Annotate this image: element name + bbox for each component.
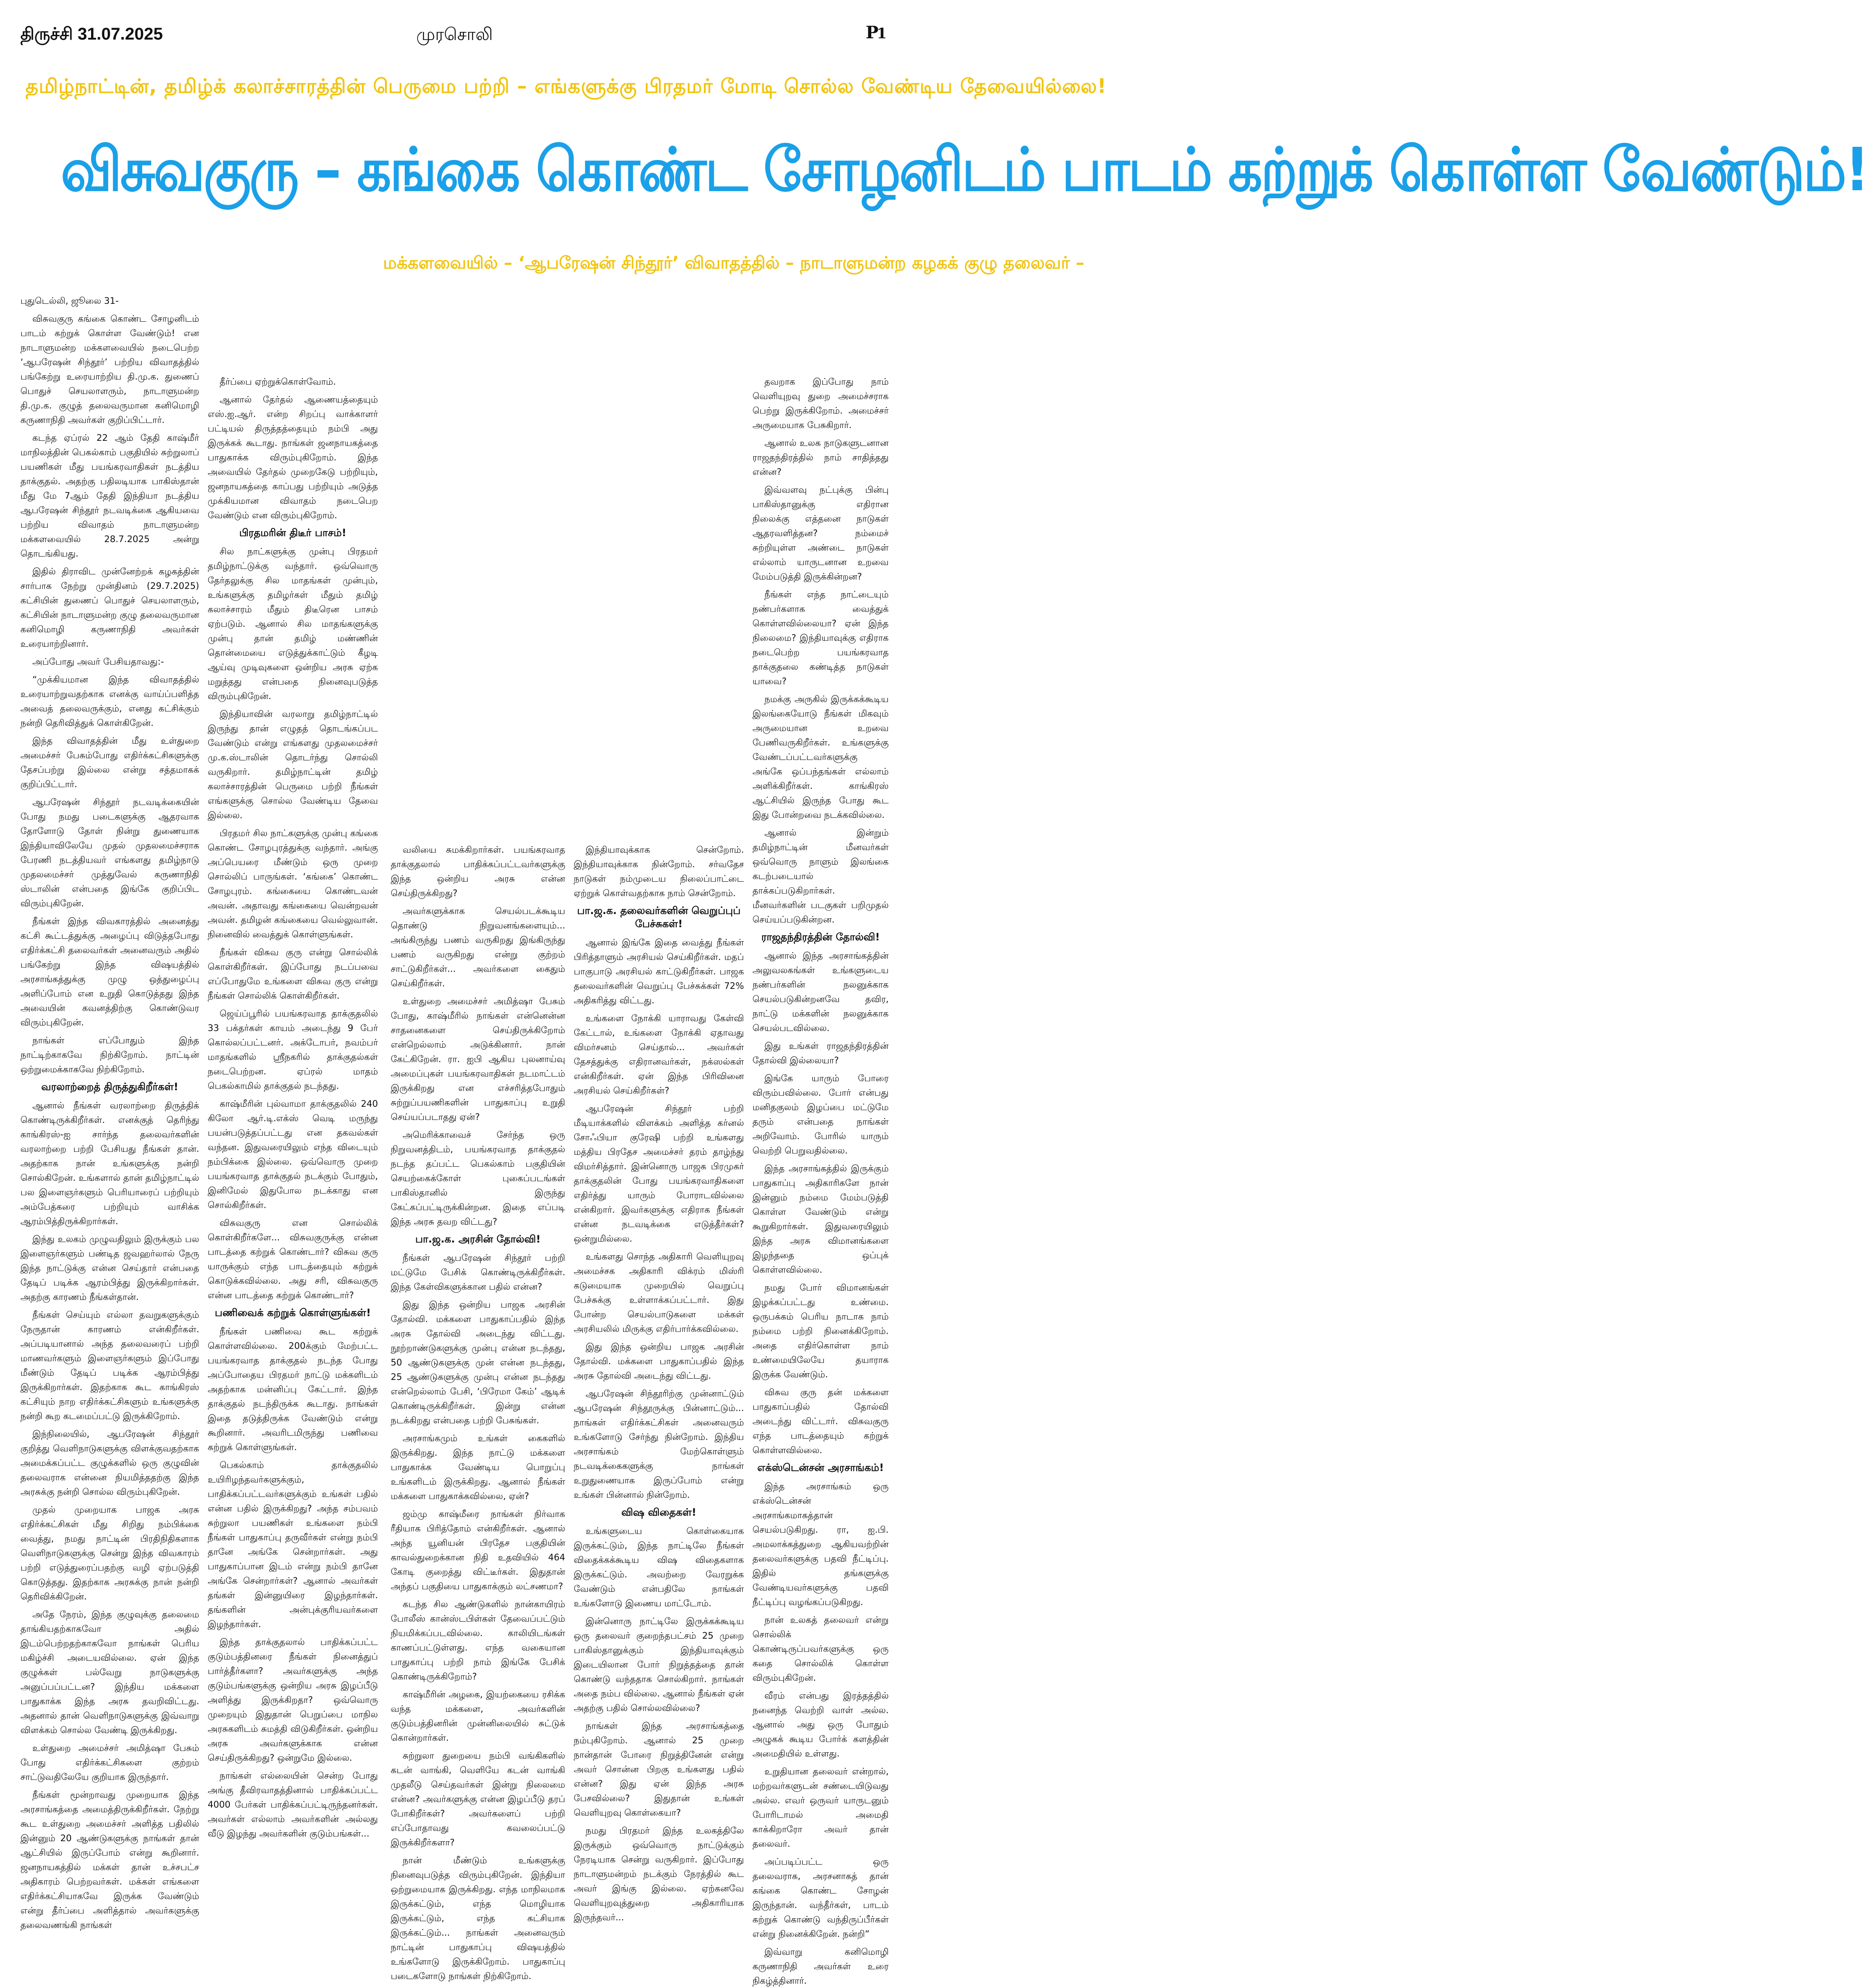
paragraph: பிரதமர் சில நாட்களுக்கு முன்பு கங்கை கொண்ட சோழபுரத்துக்கு வந்தார். அங்கு அப்பெயரை மீண்டும் ஒரு முறை சொல்லிப் பாருங்கள். ‘கங்கை’ கொண்ட சோழபுரம். கங்கையை கொண்டவன் அவன். அதாவது கங்கையை வென்றவன் அவன். தமிழன் கங்கையை வெல்லுவான். நினைவில் வைத்துக் கொள்ளுங்கள்.: [208, 828, 378, 940]
article-column-5: [752, 374, 889, 1986]
col4-paragraphs-3: [574, 1524, 744, 1925]
paragraph: விசுவகுரு கங்கை கொண்ட சோழனிடம் பாடம் கற்றுக் கொள்ள வேண்டும்! என நாடாளுமன்ற மக்களவையில் நடைபெற்ற ‘ஆபரேஷன் சிந்தூர்’ பற்றிய விவாதத்தில் பங்கேற்று உரையாற்றிய தி.மு.க. துணைப் பொதுச் செயலாளரும், நாடாளுமன்ற தி.மு.க. குழுத் தலைவருமான கனிமொழி கருணாநிதி அவர்கள் குறிப்பிட்டார்.: [20, 314, 199, 425]
paragraph: இந்நிலையில், ஆபரேஷன் சிந்தூர் குறித்து வெளிநாடுகளுக்கு விளக்குவதற்காக அமைக்கப்பட்ட குழுக்களில் ஒரு குழுவின் தலைவராக என்னை நியமித்ததற்கு இந்த அரசுக்கு நன்றி சொல்ல விரும்புகிறேன்.: [20, 1429, 199, 1497]
paragraph: இந்தியாவின் வரலாறு தமிழ்நாட்டில் இருந்து தான் எழுதத் தொடங்கப்பட வேண்டும் என்று எங்களது முதலமைச்சர் மு.க.ஸ்டாலின் தொடர்ந்து சொல்லி வருகிறார். தமிழ்நாட்டின் தமிழ் கலாச்சாரத்தின் பெருமை பற்றி நீங்கள் எங்களுக்கு சொல்ல வேண்டிய தேவை இல்லை.: [208, 709, 378, 820]
paragraph: நமது போர் விமானங்கள் இழக்கப்பட்டது உண்மை. ஒருபக்கம் பெரிய நாடாக நாம் நம்மை பற்றி நினைக்கிறோம். அதை எதிர்கொள்ள நாம் உண்மையிலேயே தயாராக இருக்க வேண்டும்.: [752, 1282, 889, 1380]
paragraph: அமெரிக்காவைச் சேர்ந்த ஒரு நிறுவனத்திடம், பயங்கரவாத தாக்குதல் நடந்த தப்பட்ட பெகல்காம் பகுதியின் செயற்கைக்கோள் புகைப்படங்கள் பாகிஸ்தானில் இருந்து கேட்கப்பட்டிருக்கின்றன. இதை எப்படி இந்த அரசு தவற விட்டது?: [391, 1130, 565, 1227]
paragraph: நமக்கு அருகில் இருக்கக்கூடிய இலங்கையோடு நீங்கள் மிகவும் அருமையான உறவை பேணிவருகிறீர்கள். உங்களுக்கு வேண்டப்பட்டவர்களுக்கு அங்கே ஒப்பந்தங்கள் எல்லாம் அளிக்கிறீர்கள். காங்கிரஸ் ஆட்சியில் இருந்த போது கூட இது போன்றவை நடக்கவில்லை.: [752, 694, 889, 820]
paragraph: இங்கே யாரும் போரை விரும்பவில்லை. போர் என்பது மனிதகுலம் இழப்பை மட்டுமே தரும் என்பதை நாங்கள் அறிவோம். போரில் யாரும் வெற்றி பெறுவதில்லை.: [752, 1073, 889, 1156]
col1-paragraphs: [20, 311, 199, 1077]
paragraph: அரசாங்கமும் உங்கள் கைகளில் இருக்கிறது. இந்த நாட்டு மக்களை பாதுகாக்க வேண்டிய பொறுப்பு உங்களிடம் இருக்கிறது. ஆனால் நீங்கள் மக்களை பாதுகாக்கவில்லை, ஏன்?: [391, 1433, 565, 1501]
paragraph: நீங்கள் பணிவை கூட கற்றுக் கொள்ளவில்லை. 200க்கும் மேற்பட்ட பயங்கரவாத தாக்குதல் நடந்த போது அப்போதைய பிரதமர் நாட்டு மக்களிடம் அதற்காக மன்னிப்பு கேட்டார். இந்த தாக்குதல் நடந்திருக்க கூடாது. நாங்கள் இதை தடுத்திருக்க வேண்டும் என்று கூறினார். அவரிடமிருந்து பணிவை கற்றுக் கொள்ளுங்கள்.: [208, 1326, 378, 1452]
col5-paragraphs-2: [752, 948, 889, 1457]
paragraph: ஆனால் இந்த அரசாங்கத்தின் அலுவலகங்கள் உங்களுடைய நண்பர்களின் நலனுக்காக செயல்படுகின்றனவே தவிர, நாட்டு மக்களின் நலனுக்காக செயல்படவில்லை.: [752, 951, 889, 1033]
kicker-line: தமிழ்நாட்டின், தமிழ்க் கலாச்சாரத்தின் பெருமை பற்றி – எங்களுக்கு பிரதமர் மோடி சொல்ல வேண்டிய தேவையில்லை!: [26, 74, 1107, 97]
paragraph: கடந்த ஏப்ரல் 22 ஆம் தேதி காஷ்மீர் மாநிலத்தின் பெகல்காம் பகுதியில் சுற்றுலாப் பயணிகள் மீது பயங்கரவாதிகள் நடத்திய தாக்குதல். அதற்கு பதிலடியாக பாகிஸ்தான் மீது மே 7ஆம் தேதி இந்தியா நடத்திய ஆபரேஷன் சிந்தூர் நடவடிக்கை ஆகியவை பற்றிய விவாதம் நாடாளுமன்ற மக்களவையில் 28.7.2025 அன்று தொடங்கியது.: [20, 433, 199, 559]
paragraph: நீங்கள் ஆபரேஷன் சிந்தூர் பற்றி மட்டுமே பேசிக் கொண்டிருக்கிறீர்கள். இந்த கேள்விகளுக்கான பதில் என்ன?: [391, 1253, 565, 1292]
paragraph: உங்களது சொந்த அதிகாரி வெளியுறவு அமைச்சக அதிகாரி விக்ரம் மிஸ்ரி கடுமையாக முறையில் வெறுப்பு பேச்சுக்கு உள்ளாக்கப்பட்டார். இது போன்ற செயல்பாடுகளை மக்கள் அரசியலில் மிருக்கு எதிர்பார்க்கவில்லை.: [574, 1251, 744, 1334]
paragraph: நான் உலகத் தலைவர் என்று சொல்லிக் கொண்டிருப்பவர்களுக்கு ஒரு கதை சொல்லிக் கொள்ள விரும்புகிறேன்.: [752, 1615, 889, 1683]
paragraph: விசுவகுரு என சொல்லிக் கொள்கிறீர்களே... விசுவகுருக்கு என்ன பாடத்தை கற்றுக் கொண்டார்? விசுவ குரு யாருக்கும் எந்த பாடத்தையும் கற்றுக் கொடுக்கவில்லை. அது சரி, விசுவகுரு என்ன பாடத்தை கற்றுக் கொண்டார்?: [208, 1218, 378, 1300]
paragraph: நாங்கள் எப்போதும் இந்த நாட்டிற்காகவே நிற்கிறோம். நாட்டின் ஒற்றுமைக்காகவே நிற்கிறோம்.: [20, 1035, 199, 1074]
paragraph: விசுவ குரு தன் மக்களை பாதுகாப்பதில் தோல்வி அடைந்து விட்டார். விசுவகுரு எந்த பாடத்தையும் கற்றுக் கொள்ளவில்லை.: [752, 1387, 889, 1455]
paragraph: உள்துறை அமைச்சர் அமித்ஷா பேசும் போது எதிர்க்கட்சிகளை குற்றம் சாட்டுவதிலேயே குறியாக இருந்தார்.: [20, 1743, 199, 1782]
paragraph: சுற்றுலா துறையை நம்பி வங்கிகளில் கடன் வாங்கி, வெளியே கடன் வாங்கி முதலீடு செய்தவர்கள் இன்று நிலைமை என்ன? அவர்களுக்கு என்ன இழப்பீடு தரப் போகிறீர்கள்? அவர்களைப் பற்றி எப்போதாவது கவலைப்பட்டு இருக்கிறீர்களா?: [391, 1751, 565, 1848]
subheading-poison-seeds: விஷ விதைகள்!: [621, 1506, 697, 1518]
paragraph: இதில் திராவிட முன்னேற்றக் கழகத்தின் சார்பாக நேற்று முன்தினம் (29.7.2025) கட்சியின் துணைப் பொதுச் செயலாளரும், கட்சியின் நாடாளுமன்ற குழு தலைவருமான கனிமொழி கருணாநிதி அவர்கள் உரையாற்றினார்.: [20, 566, 199, 649]
article-column-4: [574, 843, 744, 1922]
paragraph: நீங்கள் மூன்றாவது முறையாக இந்த அரசாங்கத்தை அமைத்திருக்கிறீர்கள். நேற்று கூட உள்துறை அமைச்சர் அளித்த பதிலில் இன்னும் 20 ஆண்டுகளுக்கு நாங்கள் தான் ஆட்சியில் இருப்போம் என்று கூறினார். ஜனநாயகத்தில் மக்கள் தான் உச்சபட்ச அதிகாரம் பெற்றவர்கள். மக்கள் எங்களை எதிர்க்கட்சியாகவே இருக்க வேண்டும் என்று தீர்ப்பை அளித்தால் அவர்களுக்கு தலைவணங்கி நாங்கள்: [20, 1790, 199, 1930]
subheading-history: வரலாற்றைத் திருத்துகிறீர்கள்!: [41, 1081, 178, 1093]
paragraph: நீங்கள் விசுவ குரு என்று சொல்லிக் கொள்கிறீர்கள். இப்போது நடப்பவை எப்போதுமே உங்களை விசுவ குரு என்று நீங்கள் சொல்லிக் கொள்கிறீர்கள்.: [208, 947, 378, 1001]
paragraph: தீர்ப்பை ஏற்றுக்கொள்வோம்.: [220, 377, 336, 387]
paragraph: நான் மீண்டும் உங்களுக்கு நினைவுபடுத்த விரும்புகிறேன். இந்தியா ஒற்றுமையாக இருக்கிறது. எந்த மாநிலமாக இருக்கட்டும், எந்த மொழியாக இருக்கட்டும், எந்த கட்சியாக இருக்கட்டும்... நாங்கள் அனைவரும் நாட்டின் பாதுகாப்பு விஷயத்தில் உங்களோடு இருக்கிறோம். பாதுகாப்பு படைகளோடு நாங்கள் நிற்கிறோம்.: [391, 1855, 565, 1981]
paragraph: ஆனால் நீங்கள் வரலாற்றை திருத்திக் கொண்டிருக்கிறீர்கள். எனக்குத் தெரிந்து காங்கிரஸ்-ஐ சார்ந்த தலைவர்களின் வரலாற்றை பற்றி பேசியது நீங்கள் தான். அதற்காக நான் உங்களுக்கு நன்றி சொல்கிறேன். உங்களால் தான் தமிழ்நாட்டில் பல இளைஞர்களும் பெரியாரைப் பற்றியும் அம்பேத்கரை பற்றியும் வாசிக்க ஆரம்பித்திருக்கிறார்கள்.: [20, 1100, 199, 1226]
paragraph: ஆபரேஷன் சிந்தூரிற்கு முன்னாட்டும் ஆபரேஷன் சிந்தூருக்கு பின்னாட்டும்... நாங்கள் எதிர்க்கட்சிகள் அனைவரும் உங்களோடு சேர்ந்து நின்றோம். இந்திய அரசாங்கம் மேற்கொள்ளும் நடவடிக்கைகளுக்கு நாங்கள் உறுதுணையாக இருப்போம் என்று உங்கள் பின்னால் நின்றோம்.: [574, 1388, 744, 1500]
col3-paragraphs-2: [391, 1251, 565, 1983]
subheading-bjp-failure: பா.ஜ.க. அரசின் தோல்வி!: [415, 1233, 541, 1245]
paragraph: ஆனால் இங்கே இதை வைத்து நீங்கள் பிரித்தாளும் அரசியல் செய்கிறீர்கள். மதப் பாகுபாடு அரசியல் காட்டுகிறீர்கள். பாஜக தலைவர்களின் வெறுப்பு பேச்சுக்கள் 72% அதிகரித்து விட்டது.: [574, 937, 744, 1005]
paragraph: ஆபரேஷன் சிந்தூர் நடவடிக்கையின் போது நமது படைகளுக்கு ஆதரவாக தோளோடு தோள் நின்று துணையாக இந்தியாவிலேயே முதல் முதலமைச்சராக பேரணி நடத்தியவர் எங்களது தமிழ்நாடு முதலமைச்சர் முத்துவேல் கருணாநிதி ஸ்டாலின் என்பதை இங்கே குறிப்பிட விரும்புகிறேன்.: [20, 797, 199, 908]
paragraph: இந்த தாக்குதலால் பாதிக்கப்பட்ட குடும்பத்தினரை நீங்கள் நினைத்துப் பார்த்தீர்களா? அவர்களுக்கு அந்த குடும்பங்களுக்கு ஒன்றிய அரசு இழப்பீடு அளித்து இருக்கிறதா? ஒவ்வொரு முறையும் இதுதான் பெறுப்பை மாநில அரசுகளிடம் சுமத்தி விடுகிறீர்கள். ஒன்றிய அரசு அவர்களுக்காக என்ன செய்திருக்கிறது? ஒன்றுமே இல்லை.: [208, 1637, 378, 1763]
paragraph: கடந்த சில ஆண்டுகளில் நான்காயிரம் போலீஸ் கான்ஸ்டபிள்கள் தேவைப்பட்டும் நியமிக்கப்படவில்லை. காலியிடங்கள் காணப்பட்டுள்ளது. எந்த வகையான பாதுகாப்பு பற்றி நாம் இங்கே பேசிக் கொண்டிருக்கிறோம்?: [391, 1599, 565, 1682]
article-column-1: [20, 294, 199, 1930]
paragraph: இது இந்த ஒன்றிய பாஜக அரசின் தோல்வி. மக்களை பாதுகாப்பதில் இந்த அரசு தோல்வி அடைந்து விட்டது.: [574, 1342, 744, 1381]
subheading-diplomacy-failure: ராஜதந்திரத்தின் தோல்வி!: [761, 931, 880, 943]
main-headline: விசுவகுரு – கங்கை கொண்ட சோழனிடம் பாடம் கற்றுக் கொள்ள வேண்டும்!: [60, 135, 1868, 205]
page-number-logo: [864, 21, 889, 43]
paragraph: இது உங்கள் ராஜதந்திரத்தின் தோல்வி இல்லையா?: [752, 1041, 889, 1065]
dateline: புதுடெல்லி, ஜூலை 31-: [20, 296, 119, 306]
paragraph: “முக்கியமான இந்த விவாதத்தில் உரையாற்றுவதற்காக எனக்கு வாய்ப்பளித்த அவைத் தலைவருக்கும், எனது கட்சிக்கும் நன்றி தெரிவித்துக் கொள்கிறேன்.: [20, 674, 199, 728]
paragraph: ஜம்மு காஷ்மீரை நாங்கள் நிர்வாக ரீதியாக பிரித்தோம் என்கிறீர்கள். ஆனால் அந்த யூனியன் பிரதேச பகுதியின் காவல்துறைக்கான நிதி உதவியில் 464 கோடி குறைத்து விட்டீர்கள். இதுதான் அந்தப் பகுதியை பாதுகாக்கும் லட்சணமா?: [391, 1509, 565, 1591]
paragraph: நீங்கள் எந்த நாட்டையும் நண்பர்களாக வைத்துக் கொள்ளவில்லையா? ஏன் இந்த நிலைமை? இந்தியாவுக்கு எதிராக நடைபெற்ற பயங்கரவாத தாக்குதலை கண்டித்த நாடுகள் யாவை?: [752, 589, 889, 686]
paragraph: தவறாக இப்போது நாம் வெளியுறவு துறை அமைச்சராக பெற்று இருக்கிறோம். அமைச்சர் அருமையாக பேசுகிறார்.: [752, 377, 889, 430]
col5-paragraphs: [752, 374, 889, 927]
col2-paragraphs-3: [208, 1324, 378, 1841]
svg-text:1: 1: [877, 25, 887, 42]
paragraph: நீங்கள் செய்யும் எல்லா தவறுகளுக்கும் நேருதான் காரணம் என்கிறீர்கள். அப்படியானால் அந்த தலைவரைப் பற்றி மாணவர்களும் இளைஞர்களும் இப்போது மீண்டும் தேடிப் படிக்க ஆரம்பித்து இருக்கிறார்கள். இதற்காக கூட காங்கிரஸ் கட்சியும் நாற எதிர்க்கட்சிகளும் உங்களுக்கு நன்றி கூற கடமைப்பட்டு இருக்கிறோம்.: [20, 1310, 199, 1421]
paragraph: பெகல்காம் தாக்குதலில் உயிரிழந்தவர்களுக்கும், பாதிக்கப்பட்டவர்களுக்கும் உங்கள் பதில் என்ன பதில் இருக்கிறது? அந்த சம்பவம் சுற்றுலா பயணிகள் உங்களை நம்பி நீங்கள் பாதுகாப்பு தருவீர்கள் என்று நம்பி தானே அங்கே சென்றார்கள். அது பாதுகாப்பான இடம் என்று நம்பி தானே அங்கே சென்றார்கள்? ஆனால் அவர்கள் தங்கள் இன்னுயிரை இழந்தார்கள். தங்களின் அன்புக்குரியவர்களை இழந்தார்கள்.: [208, 1460, 378, 1629]
subheading-hate-speech: பா.ஜ.க. தலைவர்களின் வெறுப்புப் பேச்சுகள்!: [577, 905, 741, 930]
col4-paragraphs-2: [574, 935, 744, 1502]
paragraph: நாங்கள் இந்த அரசாங்கத்தை நம்புகிறோம். ஆனால் 25 முறை நான்தான் போரை நிறுத்தினேன் என்று அவர் சொன்ன பிறகு உங்களது பதில் என்ன? இது ஏன் இந்த அரசு பேசவில்லை? இதுதான் உங்கள் வெளியுறவு கொள்கையா?: [574, 1721, 744, 1818]
paragraph: வீரம் என்பது இரத்தத்தில் நனைந்த வெற்றி வாள் அல்ல. ஆனால் அது ஒரு போதும் அழுகக் கூடிய போர்க் களத்தின் அமைதியில் உள்ளது.: [752, 1691, 889, 1759]
edition-location-date: திருச்சி 31.07.2025: [20, 25, 163, 43]
paragraph: இந்து உலகம் முழுவதிலும் இருக்கும் பல இளைஞர்களும் பண்டித ஜவஹர்லால் நேரு இந்த நாட்டுக்கு என்ன செய்தார் என்பதை தேடிப் படிக்க ஆரம்பித்து இருக்கிறார்கள். அதற்கு காரணம் நீங்கள்தான்.: [20, 1234, 199, 1302]
paragraph: இந்த அரசாங்கம் ஒரு எக்ஸ்டென்சன் அரசாங்கமாகத்தான் செயல்படுகிறது. ரா, ஐ.பி. அமலாக்கத்துறை ஆகியவற்றின் தலைவர்களுக்கு பதவி நீட்டிப்பு. இதில் தங்களுக்கு வேண்டியவர்களுக்கு பதவி நீட்டிப்பு வழங்கப்படுகிறது.: [752, 1481, 889, 1607]
paragraph: ஆபரேஷன் சிந்தூர் பற்றி மீடியாக்களில் விளக்கம் அளித்த கர்னல் சோஃபியா குரேஷி பற்றி உங்களது மத்திய பிரதேச அமைச்சர் தரம் தாழ்ந்து விமர்சித்தார். இன்னொரு பாஜக பிரமுகர் தாக்குதலின் போது பயங்கரவாதிகளை எதிர்த்து யாரும் போராடவில்லை என்கிறார். இவர்களுக்கு எதிராக நீங்கள் என்ன நடவடிக்கை எடுத்தீர்கள்? ஒன்றுமில்லை.: [574, 1103, 744, 1244]
paragraph: ஆனால் தேர்தல் ஆணையத்தையும் எஸ்.ஐ.ஆர். என்ற சிறப்பு வாக்காளர் பட்டியல் திருத்தத்தையும் நம்பி அது இருக்கக் கூடாது. நாங்கள் ஜனநாயகத்தை பாதுகாக்க விரும்புகிறோம். இந்த அவையில் தேர்தல் முறைகேடு பற்றியும், ஜனநாயகத்தை காப்பது பற்றியும் அடுத்த முக்கியமான விவாதம் நடைபெற வேண்டும் என விரும்புகிறோம்.: [208, 394, 378, 520]
col3-paragraphs: [391, 843, 565, 1229]
paragraph: உள்துறை அமைச்சர் அமித்ஷா பேசும் போது, காஷ்மீரில் நாங்கள் என்னென்ன சாதனைகளை செய்திருக்கிறோம் என்றெல்லாம் அடுக்கினார். நான் கேட்கிறேன். ரா. ஐபி ஆகிய புலனாய்வு அமைப்புகள் பயங்கரவாதிகள் நடமாட்டம் இருக்கிறது என எச்சரித்தபோதும் சுற்றுப்பயணிகளின் பாதுகாப்பு உறுதி செய்யப்படாதது ஏன்?: [391, 996, 565, 1122]
paragraph: வலியை சுமக்கிறார்கள். பயங்கரவாத தாக்குதலால் பாதிக்கப்பட்டவர்களுக்கு இந்த ஒன்றிய அரசு என்ன செய்திருக்கிறது?: [391, 845, 565, 898]
subheading-pm-affection: பிரதமரின் திடீர் பாசம்!: [239, 527, 346, 539]
paragraph: நமது பிரதமர் இந்த உலகத்திலே இருக்கும் ஒவ்வொரு நாட்டுக்கும் நேரடியாக சென்று வருகிறார். இப்போது நாடாளுமன்றம் நடக்கும் நேரத்தில் கூட அவர் இங்கு இல்லை. ஏற்கனவே வெளியுறவுத்துறை அதிகாரியாக இருந்தவர்...: [574, 1825, 744, 1922]
paragraph: இந்தியாவுக்காக சென்றோம். இந்தியாவுக்காக நின்றோம். சர்வதேச நாடுகள் நம்முடைய நிலைப்பாட்டை ஏற்றுக் கொள்வதற்காக நாம் சென்றோம்.: [574, 845, 744, 898]
paragraph: இந்த விவாதத்தின் மீது உள்துறை அமைச்சர் பேசும்போது எதிர்க்கட்சிகளுக்கு தேசப்பற்று இல்லை என்று சத்தமாகக் குறிப்பிட்டார்.: [20, 736, 199, 789]
paragraph: நீங்கள் இந்த விவகாரத்தில் அனைத்து கட்சி கூட்டத்துக்கு அழைப்பு விடுத்தபோது எதிர்க்கட்சி தலைவர்கள் அனைவரும் அதில் பங்கேற்று இந்த விஷயத்தில் அரசாங்கத்துக்கு முழு ஒத்துழைப்பு அளிப்போம் என உறுதி கொடுத்தது இந்த அவையின் கவனத்திற்கு கொண்டுவர விரும்புகிறேன்.: [20, 916, 199, 1028]
article-column-2: [208, 374, 378, 1839]
paragraph: இந்த அரசாங்கத்தில் இருக்கும் பாதுகாப்பு அதிகாரிகளே நான் இன்னும் நம்மை மேம்படுத்தி கொள்ள வேண்டும் என்று கூறுகிறார்கள். இதுவரையிலும் இந்த அரசு விமானங்களை இழந்ததை ஒப்புக் கொள்ளவில்லை.: [752, 1163, 889, 1275]
paragraph: முதல் முறையாக பாஜக அரசு எதிர்க்கட்சிகள் மீது சிறிது நம்பிக்கை வைத்து, நமது நாட்டின் பிரதிநிதிகளாக வெளிநாடுகளுக்கு சென்று இந்த விவகாரம் பற்றி எடுத்துரைப்பதற்கு வழி ஏற்படுத்தி கொடுத்தது. இதற்காக அரசுக்கு நான் நன்றி தெரிவிக்கிறேன்.: [20, 1505, 199, 1602]
article-column-3: [391, 843, 565, 1981]
paragraph: இவ்வளவு நட்புக்கு பின்பு பாகிஸ்தானுக்கு எதிரான நிலைக்கு எத்தனை நாடுகள் ஆதரவளித்தன? நம்மைச் சுற்றியுள்ள அண்டை நாடுகள் எல்லாம் யாருடனான உறவை மேம்படுத்தி இருக்கின்றன?: [752, 485, 889, 582]
subheading-learn-humility: பணிவைக் கற்றுக் கொள்ளுங்கள்!: [215, 1307, 371, 1319]
paragraph: இன்னொரு நாட்டிலே இருக்கக்கூடிய ஒரு தலைவர் குறைந்தபட்சம் 25 முறை பாகிஸ்தானுக்கும் இந்தியாவுக்கும் இடையிலான போர் நிறுத்தத்தை தான் கொண்டு வந்ததாக சொல்கிறார். நாங்கள் அதை நம்ப வில்லை. ஆனால் நீங்கள் ஏன் அதற்கு பதில் சொல்லவில்லை?: [574, 1616, 744, 1713]
paragraph: காஷ்மீரின் புல்வாமா தாக்குதலில் 240 கிலோ ஆர்.டி.எக்ஸ் வெடி மருந்து பயன்படுத்தப்பட்டது என தகவல்கள் வந்தன. இதுவரையிலும் எந்த விடையும் நம்பிக்கை இல்லை. ஒவ்வொரு முறை பயங்கரவாத தாக்குதல் நடக்கும் போதும், இனிமேல் இதுபோல நடக்காது என சொல்கிறீர்கள்.: [208, 1099, 378, 1210]
subheadline: மக்களவையில் – ‘ஆபரேஷன் சிந்தூர்’ விவாதத்தில் – நாடாளுமன்ற கழகக் குழு தலைவர் –: [383, 253, 1084, 273]
col1-paragraphs-2: [20, 1098, 199, 1932]
paragraph: உங்களை நோக்கி யாராவது கேள்வி கேட்டால், உங்களை நோக்கி ஏதாவது விமர்சனம் செய்தால்... அவர்கள் தேசத்துக்கு எதிரானவர்கள், நக்ஸல்கள் என்கிறீர்கள். ஏன் இந்த பிரிவினை அரசியல் செய்கிறீர்கள்?: [574, 1013, 744, 1096]
paragraph: சில நாட்களுக்கு முன்பு பிரதமர் தமிழ்நாட்டுக்கு வந்தார். ஒவ்வொரு தேர்தலுக்கு சில மாதங்கள் முன்பும், உங்களுக்கு தமிழர்கள் மீதும் தமிழ் கலாச்சாரம் மீதும் திடீரென பாசம் ஏற்படும். ஆனால் சில மாதங்களுக்கு முன்பு தான் தமிழ் மண்ணின் தொன்மையை எடுத்துக்காட்டும் கீழடி ஆய்வு முடிவுகளை ஒன்றிய அரசு ஏற்க மறுத்தது என்பதை நினைவுபடுத்த விரும்புகிறேன்.: [208, 546, 378, 701]
paragraph: இவ்வாறு கனிமொழி கருணாநிதி அவர்கள் உரை நிகழ்த்தினார்.: [752, 1947, 889, 1986]
masthead: [20, 13, 889, 60]
paragraph: அப்போது அவர் பேசியதாவது:-: [32, 657, 164, 667]
paragraph: இது இந்த ஒன்றிய பாஜக அரசின் தோல்வி. மக்களை பாதுகாப்பதில் இந்த அரசு தோல்வி அடைந்து விட்டது. நூற்றாண்டுகளுக்கு முன்பு என்ன நடந்தது, 50 ஆண்டுகளுக்கு முன் என்ன நடந்தது, 25 ஆண்டுகளுக்கு முன்பு என்ன நடந்தது என்றெல்லாம் பேசி, ‘பிரேமா கேம்’ ஆடிக் கொண்டிருக்கிறீர்கள். இன்று என்ன நடக்கிறது என்பதை பற்றி பேசுங்கள்.: [391, 1300, 565, 1425]
col2-paragraphs-2: [208, 544, 378, 1302]
paragraph: ஜெய்ப்பூரில் பயங்கரவாத தாக்குதலில் 33 பக்தர்கள் காயம் அடைந்து 9 பேர் கொல்லப்பட்டனர். அக்டோபர், நவம்பர் மாதங்களில் ஸ்ரீநகரில் தாக்குதல்கள் நடைபெற்றன. ஏப்ரல் மாதம் பெகல்காமில் தாக்குதல் நடந்தது.: [208, 1008, 378, 1091]
paragraph: உறுதியான தலைவர் என்றால், மற்றவர்களுடன் சண்டையிடுவது அல்ல. எவர் ஒருவர் யாருடனும் போரிடாமல் அமைதி காக்கிறாரோ அவர் தான் தலைவர்.: [752, 1766, 889, 1849]
paragraph: உங்களுடைய கொள்கையாக இருக்கட்டும், இந்த நாட்டிலே நீங்கள் விதைக்கக்கூடிய விஷ விதைகளாக இருக்கட்டும். அவற்றை வேரறுக்க வேண்டும் என்பதிலே நாங்கள் உங்களோடு இணைய மாட்டோம்.: [574, 1526, 744, 1608]
paragraph: ஆனால் உலக நாடுகளுடனான ராஜதந்திரத்தில் நாம் சாதித்தது என்ன?: [752, 438, 889, 477]
paragraph: நாங்கள் எல்லையின் சென்ற போது அங்கு தீவிரவாதத்தினால் பாதிக்கப்பட்ட 4000 பேர்கள் பாதிக்கப்பட்டிருந்தனர்கள். அவர்கள் எல்லாம் அவர்களின் அல்லது வீடு இழந்து அவர்களின் குடும்பங்கள்...: [208, 1771, 378, 1839]
paragraph: ஆனால் இன்றும் தமிழ்நாட்டின் மீனவர்கள் ஒவ்வொரு நாளும் இலங்கை கடற்படையால் தாக்கப்படுகிறார்கள். மீனவர்களின் படகுகள் பறிமுதல் செய்யப்படுகின்றன.: [752, 828, 889, 925]
newspaper-name: முரசொலி: [416, 25, 493, 44]
paragraph: அதே நேரம், இந்த குழுவுக்கு தலைமை தாங்கியதற்காகவோ அதில் இடம்பெற்றதற்காகவோ நாங்கள் பெரிய மகிழ்ச்சி அடையவில்லை. ஏன் இந்த குழுக்கள் பல்வேறு நாடுகளுக்கு அனுப்பப்பட்டன? இந்திய மக்களை பாதுகாக்க இந்த அரசு தவறிவிட்டது. அதனால் தான் வெளிநாடுகளுக்கு இவ்வாறு விளக்கம் சொல்ல வேண்டி இருக்கிறது.: [20, 1609, 199, 1735]
paragraph: அவர்களுக்காக செயல்படக்கூடிய தொண்டு நிறுவனங்களையும்... அங்கிருந்து பணம் வருகிறது இங்கிருந்து பணம் வருகிறது என்று குற்றம் சாட்டுகிறீர்கள்... அவர்களை கைதும் செய்கிறீர்கள்.: [391, 906, 565, 988]
subheading-extension-government: எக்ஸ்டென்சன் அரசாங்கம்!: [757, 1462, 884, 1474]
svg-text:P: P: [866, 23, 879, 43]
col4-paragraphs: [574, 843, 744, 900]
paragraph: காஷ்மீரின் அழகை, இயற்கையை ரசிக்க வந்த மக்களை, அவர்களின் குடும்பத்தினரின் முன்னிலையில் சுட்டுக் கொன்றார்கள்.: [391, 1689, 565, 1743]
col2-paragraphs: [208, 374, 378, 523]
col5-paragraphs-3: [752, 1479, 889, 1988]
paragraph: அப்படிப்பட்ட ஒரு தலைவராக, அரசனாகத் தான் கங்கை கொண்ட சோழன் இருந்தான். வந்தீர்கள், பாடம் கற்றுக் கொண்டு வந்திருப்பீர்கள் என்று நினைக்கிறேன். நன்றி”: [752, 1857, 889, 1939]
